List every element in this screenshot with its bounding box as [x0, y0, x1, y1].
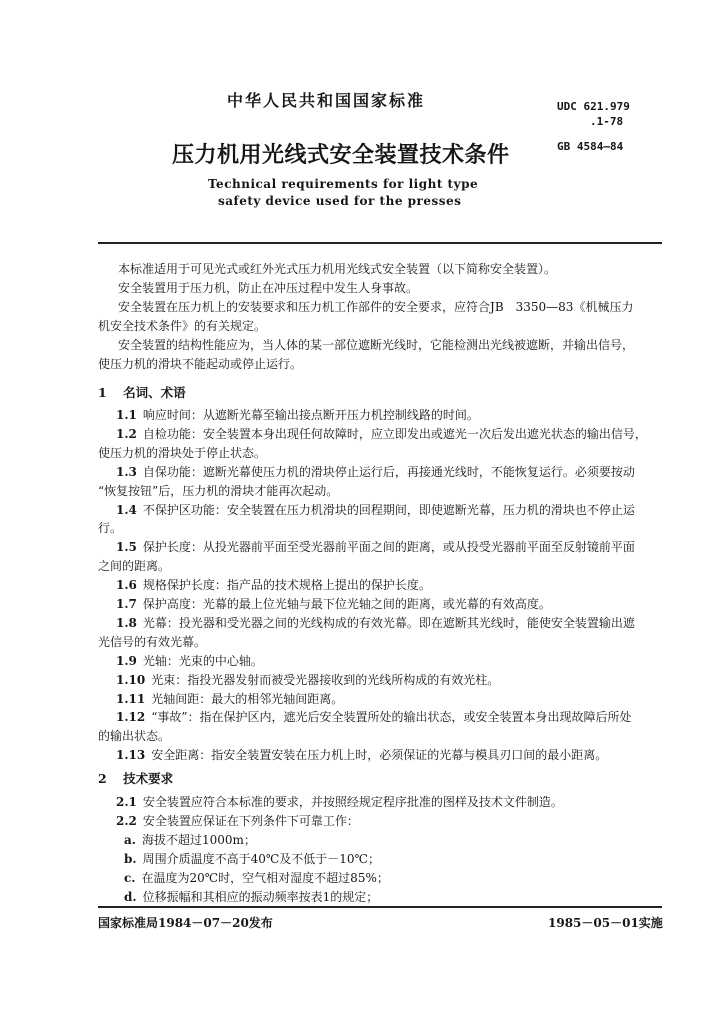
- clause-line: [98, 633, 206, 650]
- clause-line: [124, 831, 256, 848]
- section-heading: [98, 769, 173, 787]
- clause-number: a.: [124, 832, 136, 847]
- clause-number: 1.2: [116, 426, 137, 441]
- clause-text: 响应时间：从遮断光幕至输出接点断开压力机控制线路的时间。: [142, 408, 479, 422]
- clause-text: 光轴间距：最大的相邻光轴间距离。: [151, 691, 344, 706]
- standard-organization: 中华人民共和国国家标准: [227, 91, 426, 110]
- clause-text: 行。: [98, 521, 123, 536]
- clause-line: [116, 671, 499, 688]
- intro-line: 安全装置的结构性能应为，当人体的某一部位遮断光线时，它能检测出光线被遮断，并输出信号，: [118, 338, 635, 352]
- clause-line: [124, 869, 389, 886]
- clause-line: [116, 812, 359, 829]
- clause-number: 1.1: [116, 408, 137, 422]
- clause-line: [116, 463, 635, 480]
- clause-line: [116, 690, 343, 707]
- clause-line: [116, 652, 263, 669]
- clause-number: 1.6: [116, 578, 137, 593]
- udc-number-suffix: .1-78: [590, 115, 624, 128]
- clause-number: 1.5: [116, 540, 137, 555]
- clause-line: [116, 576, 431, 593]
- clause-text: 光幕：投光器和受光器之间的光线构成的有效光幕。即在遮断其光线时，能使安全装置输出遮: [142, 615, 635, 630]
- clause-number: 1.12: [116, 710, 146, 725]
- clause-text: 安全装置应保证在下列条件下可靠工作：: [142, 813, 359, 828]
- gb-number: GB 4584—84: [557, 140, 624, 153]
- clause-number: d.: [124, 889, 137, 904]
- clause-number: 1.11: [116, 691, 146, 706]
- clause-line: [116, 793, 563, 810]
- clause-text: 光轴：光束的中心轴。: [142, 653, 263, 668]
- section-title: 技术要求: [123, 771, 174, 786]
- footer-divider: [98, 906, 662, 908]
- intro-line: 安全装置在压力机上的安装要求和压力机工作部件的安全要求，应符合JB 3350—83《机械压力: [118, 300, 634, 314]
- clause-text: 的输出状态。: [98, 729, 171, 744]
- clause-text: 规格保护长度：指产品的技术规格上提出的保护长度。: [142, 578, 431, 593]
- clause-line: [124, 850, 380, 867]
- clause-number: c.: [124, 870, 136, 885]
- intro-line: 机安全技术条件》的有关规定。: [98, 319, 267, 333]
- clause-number: 1.3: [116, 464, 137, 479]
- document-title-en-line2: safety device used for the presses: [218, 194, 462, 208]
- section-number: 2: [98, 771, 107, 786]
- clause-number: b.: [124, 851, 137, 866]
- clause-number: 2.2: [116, 813, 137, 828]
- effective-date: 1985－05－01实施: [548, 916, 663, 930]
- clause-line: [98, 557, 170, 574]
- document-title-en-line1: Technical requirements for light type: [208, 177, 479, 191]
- clause-number: 1.9: [116, 653, 137, 668]
- clause-text: 之间的距离。: [98, 559, 171, 574]
- clause-text: 安全距离：指安全装置安装在压力机上时，必须保证的光幕与模具刃口间的最小距离。: [151, 748, 608, 763]
- clause-text: 海拔不超过1000m；: [141, 832, 256, 847]
- clause-text: 光束：指投光器发射而被受光器接收到的光线所构成的有效光柱。: [151, 672, 500, 687]
- clause-text: 光信号的有效光幕。: [98, 634, 207, 649]
- clause-text: “恢复按钮”后，压力机的滑块才能再次起动。: [98, 483, 339, 498]
- intro-line: 使压力机的滑块不能起动或停止运行。: [98, 357, 303, 371]
- clause-line: [116, 425, 647, 442]
- clause-text: 位移振幅和其相应的振动频率按表1的规定；: [142, 889, 379, 904]
- clause-number: 1.7: [116, 597, 137, 611]
- clause-line: [98, 482, 338, 499]
- clause-text: 在温度为20℃时，空气相对湿度不超过85%；: [141, 870, 389, 885]
- intro-line: 安全装置用于压力机，防止在冲压过程中发生人身事故。: [118, 281, 419, 295]
- clause-line: [98, 519, 122, 536]
- clause-text: 自保功能：遮断光幕使压力机的滑块停止运行后，再接通光线时，不能恢复运行。必须要按动: [142, 464, 635, 479]
- clause-line: [116, 746, 607, 763]
- clause-line: [116, 595, 551, 612]
- clause-line: [116, 406, 479, 423]
- section-number: 1: [98, 385, 107, 400]
- clause-text: “事故”：指在保护区内，遮光后安全装置所处的输出状态，或安全装置本身出现故障后所处: [151, 710, 632, 725]
- section-title: 名词、术语: [123, 385, 186, 400]
- section-heading: [98, 383, 186, 401]
- clause-text: 自检功能：安全装置本身出现任何故障时，应立即发出或遮光一次后发出遮光状态的输出信号，: [142, 426, 647, 441]
- clause-line: [98, 444, 266, 461]
- document-title-cn: 压力机用光线式安全装置技术条件: [172, 142, 510, 168]
- clause-text: 不保护区功能：安全装置在压力机滑块的回程期间，即使遮断光幕，压力机的滑块也不停止运: [142, 502, 635, 517]
- intro-line: 本标准适用于可见光式或红外光式压力机用光线式安全装置（以下简称安全装置）。: [118, 262, 557, 276]
- header-divider: [98, 242, 662, 244]
- clause-number: 1.8: [116, 615, 137, 630]
- clause-text: 使压力机的滑块处于停止状态。: [98, 445, 267, 460]
- issue-date: 国家标准局1984－07－20发布: [98, 916, 273, 930]
- clause-text: 保护高度：光幕的最上位光轴与最下位光轴之间的距离，或光幕的有效高度。: [142, 597, 551, 611]
- clause-text: 周围介质温度不高于40℃及不低于－10℃；: [142, 851, 380, 866]
- clause-number: 2.1: [116, 795, 137, 809]
- clause-line: [98, 727, 170, 744]
- clause-line: [116, 501, 635, 518]
- clause-line: [116, 538, 635, 555]
- clause-line: [124, 888, 378, 905]
- clause-line: [116, 708, 632, 725]
- clause-line: [116, 614, 635, 631]
- clause-number: 1.13: [116, 748, 146, 763]
- clause-number: 1.4: [116, 502, 137, 517]
- clause-text: 安全装置应符合本标准的要求，并按照经规定程序批准的图样及技术文件制造。: [142, 795, 563, 809]
- clause-text: 保护长度：从投光器前平面至受光器前平面之间的距离，或从投受光器前平面至反射镜前平面: [142, 540, 635, 555]
- udc-number: UDC 621.979: [557, 100, 630, 113]
- clause-number: 1.10: [116, 672, 146, 687]
